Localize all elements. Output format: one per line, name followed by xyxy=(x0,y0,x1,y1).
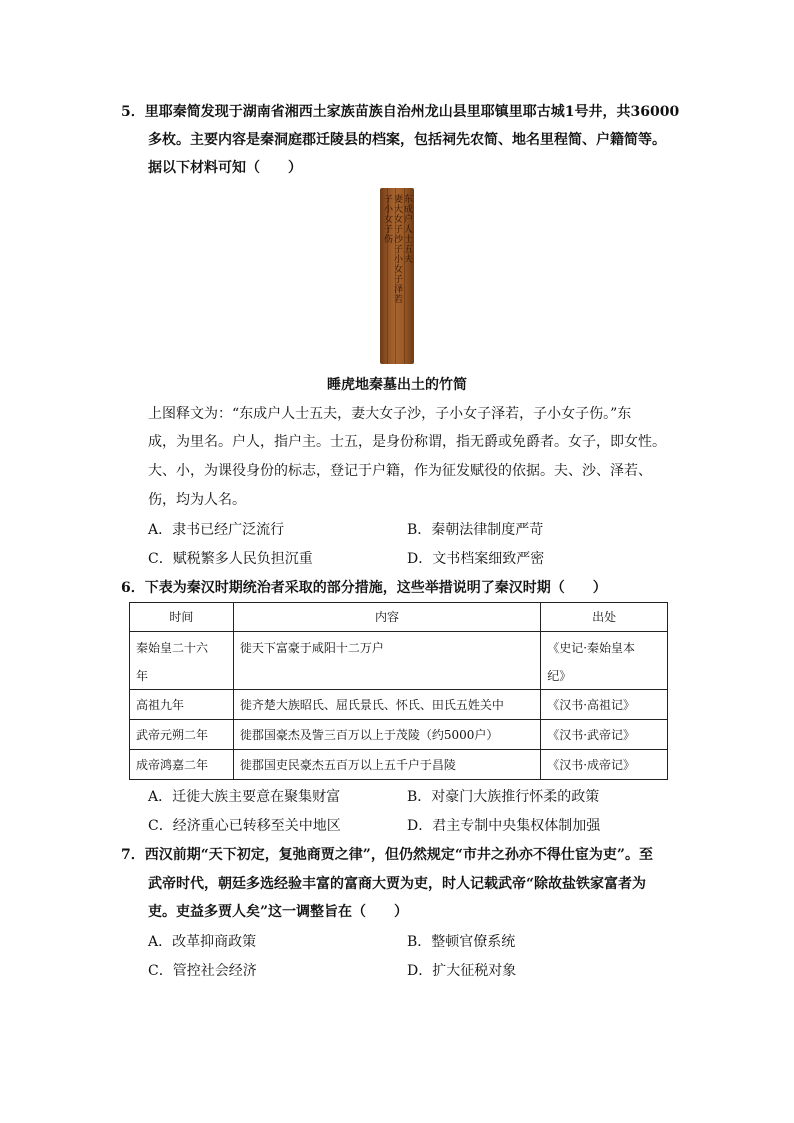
q5-stem-line-3: 据以下材料可知（ ） xyxy=(148,160,302,176)
q5-explanation-line-4: 伤，均为人名。 xyxy=(148,492,246,508)
table-header-time: 时间 xyxy=(130,603,234,632)
q5-explanation-line-3: 大、小，为课役身份的标志，登记于户籍，作为征发赋役的依据。夫、沙、泽若、 xyxy=(148,463,652,479)
q6-option-a[interactable]: A．迁徙大族主要意在聚集财富 xyxy=(148,789,341,805)
q6-option-d[interactable]: D．君主专制中央集权体制加强 xyxy=(407,818,601,834)
q5-option-d[interactable]: D．文书档案细致严密 xyxy=(407,551,545,567)
table-header-row xyxy=(130,603,668,632)
table-header-content: 内容 xyxy=(233,603,540,632)
q6-option-c[interactable]: C．经济重心已转移至关中地区 xyxy=(148,818,341,834)
bamboo-slip-image xyxy=(380,188,414,364)
q7-option-c[interactable]: C．管控社会经济 xyxy=(148,963,257,979)
bamboo-slip-writing: 东成户人士五夫 xyxy=(402,194,412,264)
table-cell-time-line: 秦始皇二十六 xyxy=(136,641,209,655)
table-row xyxy=(130,750,668,780)
q5-explanation-line-2: 成，为里名。户人，指户主。士五，是身份称谓，指无爵或免爵者。女子，即女性。 xyxy=(148,434,666,450)
measures-table xyxy=(129,602,668,780)
q7-option-d[interactable]: D．扩大征税对象 xyxy=(407,963,517,979)
q7-option-b[interactable]: B．整顿官僚系统 xyxy=(407,934,516,950)
table-row xyxy=(130,632,668,690)
q5-option-a[interactable]: A．隶书已经广泛流行 xyxy=(148,522,285,538)
table-cell-source xyxy=(541,632,668,690)
table-cell-source-line: 《史记·秦始皇本 xyxy=(547,641,636,655)
figure-caption: 睡虎地秦墓出土的竹简 xyxy=(327,377,467,393)
q6-option-b[interactable]: B．对豪门大族推行怀柔的政策 xyxy=(407,789,600,805)
table-cell-source-line: 纪》 xyxy=(547,669,572,683)
q6-stem: 6．下表为秦汉时期统治者采取的部分措施，这些举措说明了秦汉时期（ ） xyxy=(121,580,607,596)
table-header-source: 出处 xyxy=(541,603,668,632)
table-cell-source: 《汉书·高祖记》 xyxy=(541,690,668,720)
table-row xyxy=(130,690,668,720)
q7-stem-line-3: 吏。吏益多贾人矣”这一调整旨在（ ） xyxy=(148,904,409,920)
bamboo-slip-writing: 妻大女子沙子小女子泽若 xyxy=(392,194,402,304)
q7-option-a[interactable]: A．改革抑商政策 xyxy=(148,934,257,950)
table-cell-content: 徙天下富豪于咸阳十二万户 xyxy=(233,632,540,690)
q5-option-b[interactable]: B．秦朝法律制度严苛 xyxy=(407,522,544,538)
q5-option-c[interactable]: C．赋税繁多人民负担沉重 xyxy=(148,551,313,567)
q5-stem-line-2: 多枚。主要内容是秦洞庭郡迁陵县的档案，包括祠先农简、地名里程简、户籍简等。 xyxy=(148,132,666,148)
q7-stem-line-2: 武帝时代，朝廷多选经验丰富的富商大贾为吏，时人记载武帝“除故盐铁家富者为 xyxy=(148,876,647,892)
table-cell-content: 徙齐楚大族昭氏、屈氏景氏、怀氏、田氏五姓关中 xyxy=(233,690,540,720)
table-cell-time: 成帝鸿嘉二年 xyxy=(130,750,234,780)
q7-stem-line-1: 7．西汉前期“天下初定，复弛商贾之律”，但仍然规定“市井之孙亦不得仕宦为吏”。至 xyxy=(121,847,653,863)
table-cell-source: 《汉书·武帝记》 xyxy=(541,720,668,750)
table-row xyxy=(130,720,668,750)
table-cell-time: 高祖九年 xyxy=(130,690,234,720)
table-cell-time xyxy=(130,632,234,690)
bamboo-slip-writing: 子小女子伤 xyxy=(382,194,392,244)
q5-stem-line-1: 5．里耶秦简发现于湖南省湘西土家族苗族自治州龙山县里耶镇里耶古城1号井，共36000 xyxy=(121,104,680,120)
q5-explanation-line-1: 上图释文为：“东成户人士五夫，妻大女子沙，子小女子泽若，子小女子伤。”东 xyxy=(148,406,632,422)
table-cell-source: 《汉书·成帝记》 xyxy=(541,750,668,780)
table-cell-time-line: 年 xyxy=(136,669,149,683)
table-cell-content: 徙郡国豪杰及訾三百万以上于茂陵（约5000户） xyxy=(233,720,540,750)
table-cell-content: 徙郡国吏民豪杰五百万以上五千户于昌陵 xyxy=(233,750,540,780)
table-cell-time: 武帝元朔二年 xyxy=(130,720,234,750)
